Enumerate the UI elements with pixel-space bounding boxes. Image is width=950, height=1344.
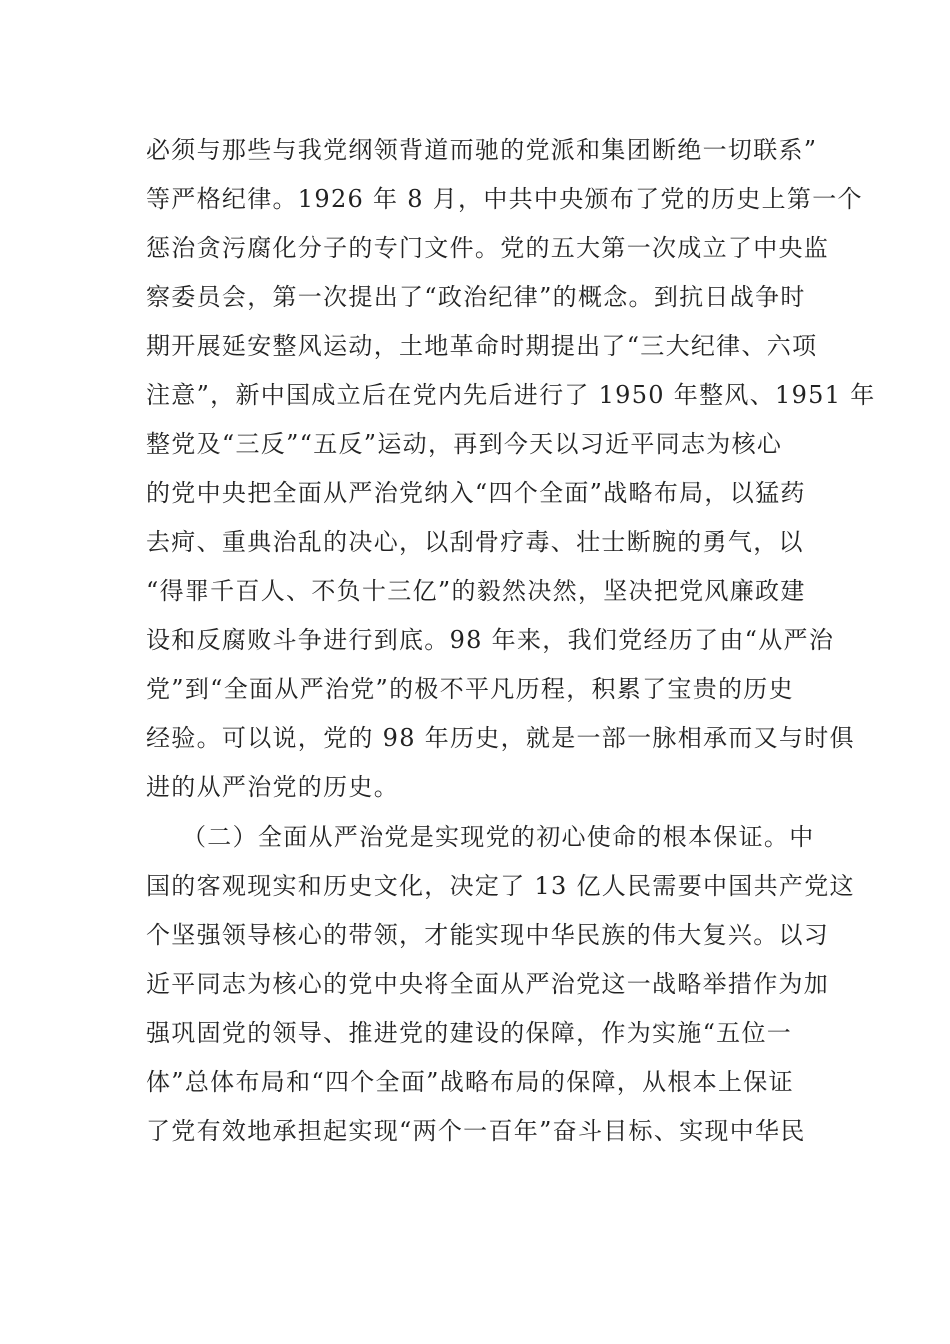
text-line: 近平同志为核心的党中央将全面从严治党这一战略举措作为加 <box>146 970 830 998</box>
text-line: 强巩固党的领导、推进党的建设的保障，作为实施“五位一 <box>146 1019 793 1047</box>
text-line: 经验。可以说，党的 98 年历史，就是一部一脉相承而又与时俱 <box>146 724 855 752</box>
text-line: 个坚强领导核心的带领，才能实现中华民族的伟大复兴。以习 <box>146 921 830 949</box>
text-line: 的党中央把全面从严治党纳入“四个全面”战略布局，以猛药 <box>146 479 806 507</box>
text-line: 等严格纪律。1926 年 8 月，中共中央颁布了党的历史上第一个 <box>146 185 863 213</box>
text-line-first: （二）全面从严治党是实现党的初心使命的根本保证。中 <box>182 823 815 851</box>
text-line: 注意”，新中国成立后在党内先后进行了 1950 年整风、1951 年 <box>146 381 876 409</box>
text-line: 了党有效地承担起实现“两个一百年”奋斗目标、实现中华民 <box>146 1117 806 1145</box>
text-line: 察委员会，第一次提出了“政治纪律”的概念。到抗日战争时 <box>146 283 806 311</box>
paragraph-fundamental-guarantee <box>146 813 855 1156</box>
text-line: 党”到“全面从严治党”的极不平凡历程，积累了宝贵的历史 <box>146 675 794 703</box>
text-line: 设和反腐败斗争进行到底。98 年来，我们党经历了由“从严治 <box>146 626 835 654</box>
text-line: 整党及“三反”“五反”运动，再到今天以习近平同志为核心 <box>146 430 783 458</box>
text-line: 期开展延安整风运动，土地革命时期提出了“三大纪律、六项 <box>146 332 818 360</box>
text-line: “得罪千百人、不负十三亿”的毅然决然，坚决把党风廉政建 <box>146 577 806 605</box>
text-line: 进的从严治党的历史。 <box>146 773 399 801</box>
text-line: 惩治贪污腐化分子的专门文件。党的五大第一次成立了中央监 <box>146 234 830 262</box>
text-line: 国的客观现实和历史文化，决定了 13 亿人民需要中国共产党这 <box>146 872 855 900</box>
text-line: 去疴、重典治乱的决心，以刮骨疗毒、壮士断腕的勇气，以 <box>146 528 804 556</box>
text-line: 体”总体布局和“四个全面”战略布局的保障，从根本上保证 <box>146 1068 794 1096</box>
paragraph-history-of-strict-governance <box>146 126 876 812</box>
text-line: 必须与那些与我党纲领背道而驰的党派和集团断绝一切联系” <box>146 136 818 164</box>
